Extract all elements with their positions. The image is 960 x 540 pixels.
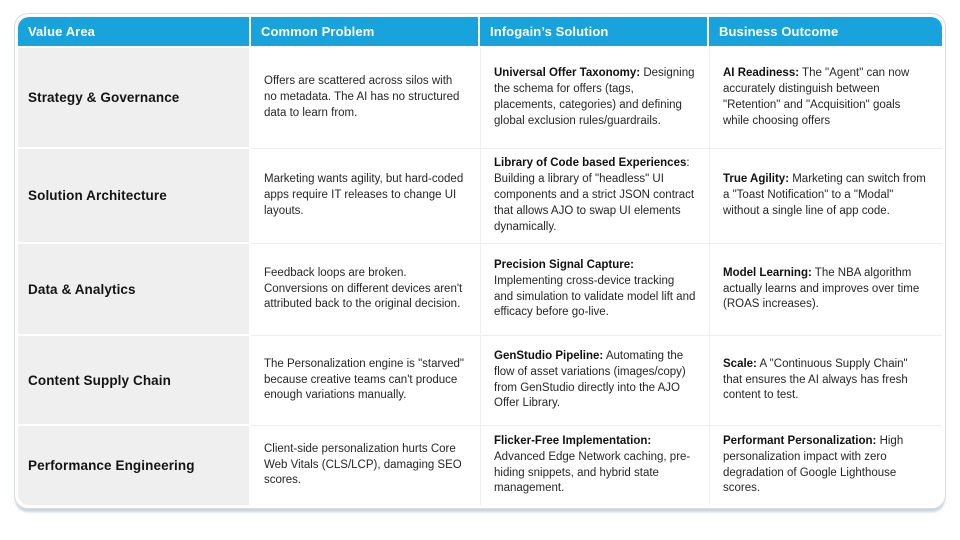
- solution-lead: Universal Offer Taxonomy:: [494, 67, 641, 80]
- header-value-area: Value Area: [18, 17, 251, 48]
- solution-lead: Library of Code based Experiences: [494, 157, 687, 170]
- solution-body: Implementing cross-device tracking and simulation to validate model lift and efficacy before go-live.: [494, 274, 696, 319]
- problem-cell: [251, 426, 480, 505]
- problem-text: Offers are scattered across silos with no metadata. The AI has no structured data to learn from.: [264, 75, 460, 119]
- solution-lead: Flicker-Free Implementation:: [494, 434, 652, 447]
- value-area-cell: Data & Analytics: [18, 244, 251, 336]
- solution-cell: [480, 426, 709, 505]
- solution-body: Advanced Edge Network caching, pre-hiding snippets, and hybrid state management.: [494, 450, 691, 495]
- outcome-cell: [709, 149, 942, 244]
- outcome-cell: [709, 244, 942, 336]
- header-business-outcome: Business Outcome: [709, 17, 942, 48]
- outcome-lead: AI Readiness:: [723, 67, 800, 80]
- solution-cell: [480, 48, 709, 149]
- problem-text: The Personalization engine is "starved" because creative teams can't produce enough variations manually.: [264, 357, 464, 402]
- solution-cell: [480, 149, 709, 244]
- outcome-body: High personalization impact with zero degradation of Google Lighthouse scores.: [723, 434, 904, 495]
- outcome-cell: [709, 426, 942, 505]
- problem-cell: [251, 149, 480, 244]
- outcome-lead: Performant Personalization:: [723, 434, 877, 447]
- outcome-lead: Scale:: [723, 357, 757, 370]
- value-matrix-table: [18, 17, 942, 505]
- outcome-lead: Model Learning:: [723, 266, 812, 279]
- outcome-body: The "Agent" can now accurately distinguish between "Retention" and "Acquisition" goals while choosing offers: [723, 67, 910, 127]
- outcome-cell: [709, 336, 942, 426]
- solution-lead: GenStudio Pipeline:: [494, 349, 604, 362]
- problem-text: Client-side personalization hurts Core Web Vitals (CLS/LCP), damaging SEO scores.: [264, 442, 462, 487]
- value-area-cell: Solution Architecture: [18, 149, 251, 244]
- value-area-cell: Content Supply Chain: [18, 336, 251, 426]
- solution-lead: Precision Signal Capture:: [494, 258, 634, 271]
- problem-cell: [251, 336, 480, 426]
- outcome-body: Marketing can switch from a "Toast Notification" to a "Modal" without a single line of app code.: [723, 173, 926, 217]
- value-area-cell: Strategy & Governance: [18, 48, 251, 149]
- problem-cell: [251, 244, 480, 336]
- solution-cell: [480, 336, 709, 426]
- problem-cell: [251, 48, 480, 149]
- header-common-problem: Common Problem: [251, 17, 480, 48]
- solution-body: Automating the flow of asset variations (images/copy) from GenStudio directly into the AJO Offer Library.: [494, 349, 686, 410]
- outcome-body: A "Continuous Supply Chain" that ensures the AI always has fresh content to test.: [723, 357, 908, 402]
- solution-body: : Building a library of "headless" UI components and a strict JSON contract that allows AJO to swap UI elements dynamically.: [494, 157, 695, 233]
- outcome-body: The NBA algorithm actually learns and improves over time (ROAS increases).: [723, 266, 920, 311]
- outcome-lead: True Agility:: [723, 173, 790, 186]
- header-infogain-solution: Infogain’s Solution: [480, 17, 709, 48]
- value-area-cell: Performance Engineering: [18, 426, 251, 505]
- solution-body: Designing the schema for offers (tags, placements, categories) and defining global exclusion rules/guardrails.: [494, 67, 695, 127]
- problem-text: Marketing wants agility, but hard-coded apps require IT releases to change UI layouts.: [264, 173, 464, 217]
- outcome-cell: [709, 48, 942, 149]
- problem-text: Feedback loops are broken. Conversions on different devices aren't attributed back to the original decision.: [264, 266, 463, 311]
- solution-cell: [480, 244, 709, 336]
- table-card: [14, 13, 946, 509]
